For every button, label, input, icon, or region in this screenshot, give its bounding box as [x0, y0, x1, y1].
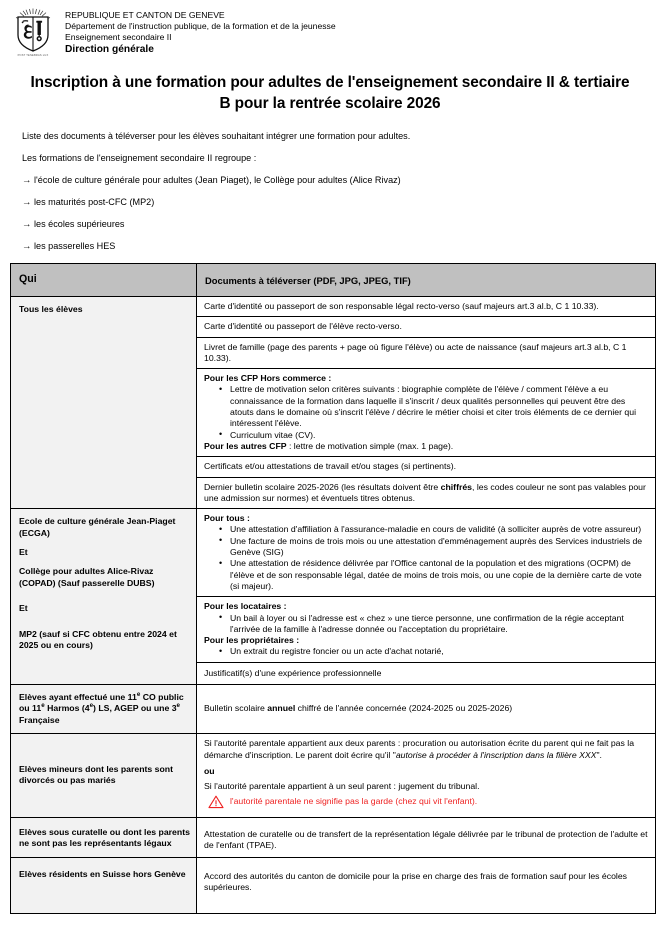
- document-item-autorite-parentale: [197, 734, 656, 817]
- row-label-part: CO public ou 11: [19, 692, 184, 714]
- warning-text: l'autorité parentale ne signifie pas la garde (chez qui vit l'enfant).: [230, 796, 478, 807]
- page-title: Inscription à une formation pour adultes de l'enseignement secondaire II & tertiaire B pour la rentrée scolaire 2026: [30, 74, 630, 112]
- pour-tous-label: Pour tous :: [204, 513, 250, 524]
- bulletin-annuel-bold: annuel: [267, 703, 296, 714]
- intro-section: [22, 131, 660, 252]
- document-item: Certificats et/ou attestations de travail et/ou stages (si pertinents).: [197, 457, 656, 477]
- table-row: [11, 297, 656, 317]
- document-item: Livret de famille (page des parents + page où figure l'élève) ou acte de naissance (sauf majeurs art.3 al.b, C 1 10.33).: [197, 337, 656, 369]
- autorite-text-pre: Si l'autorité parentale appartient aux deux parents : procuration ou autorisation écrite du parent qui ne fait pas la démarche d'inscription. Le parent doit écrire qu'il ": [204, 738, 635, 760]
- row-label-line: Ecole de culture générale Jean-Piaget (ECGA): [19, 516, 176, 538]
- list-item: • Une attestation d'affiliation à l'assurance-maladie en cours de validité (à solliciter auprès de votre assureur): [230, 524, 648, 535]
- intro-list-item-label: les écoles supérieures: [34, 219, 125, 229]
- locataires-label: Pour les locataires :: [204, 601, 287, 612]
- cfp-hors-commerce-label: Pour les CFP Hors commerce :: [204, 373, 332, 384]
- intro-paragraph-1: Liste des documents à téléverser pour les élèves souhaitant intégrer une formation pour adultes.: [22, 131, 411, 141]
- pour-tous-bullet-list: [204, 524, 648, 592]
- intro-list-item: [22, 219, 660, 230]
- letterhead-line-education: Enseignement secondaire II: [65, 31, 172, 42]
- autorite-seul-parent-text: Si l'autorité parentale appartient à un seul parent : jugement du tribunal.: [204, 781, 480, 792]
- row-label-eleves-suisse-hors-geneve: Elèves résidents en Suisse hors Genève: [11, 857, 197, 914]
- autorite-text-italic: autorise à procéder à l'inscription dans la filière XXX: [395, 749, 597, 760]
- row-label-part: Française: [19, 714, 60, 725]
- row-label-part: Harmos (4: [44, 703, 90, 714]
- bulletin-annuel-post: chiffré de l'année concernée (2024-2025 ou 2025-2026): [295, 703, 513, 714]
- superscript-e: e: [41, 702, 45, 710]
- bulletin-text-post: , les codes couleur ne sont pas valables pour une admission sur normes) et éventuels titres obtenus.: [204, 481, 646, 503]
- row-label-line: Et: [19, 546, 28, 557]
- document-item: Accord des autorités du canton de domicile pour la prise en charge des frais de formation sauf pour les écoles supérieures.: [197, 857, 656, 914]
- table-row: [11, 734, 656, 817]
- intro-list-item: [22, 197, 660, 208]
- letterhead: [0, 0, 660, 57]
- row-label-eleves-curatelle: Elèves sous curatelle ou dont les parents ne sont pas les représentants légaux: [11, 817, 197, 857]
- bulletin-annuel-pre: Bulletin scolaire: [204, 703, 268, 714]
- document-item-pour-tous: [197, 509, 656, 597]
- list-item: • Un bail à loyer ou si l'adresse est « chez » une tierce personne, une confirmation de la régie acceptant l'arrivée de la famille à l'adresse donnée ou l'acceptation du propriétaire.: [230, 613, 648, 636]
- document-item-bulletin-annuel: [197, 685, 656, 734]
- superscript-e: e: [89, 702, 94, 710]
- superscript-e: e: [176, 702, 180, 710]
- document-item: Justificatif(s) d'une expérience professionnelle: [197, 662, 656, 684]
- table-row: [11, 685, 656, 734]
- document-item-locataires-proprietaires: [197, 597, 656, 662]
- list-item: • Une attestation de résidence délivrée par l'Office cantonal de la population et des migrations (OCPM) de l'élève et de son responsable légal, datée de moins de trois mois, ou une copie de la dernière carte de vote (si majeur).: [230, 558, 648, 592]
- row-label-part: ) LS, AGEP ou une 3: [93, 703, 177, 714]
- list-item: • Un extrait du registre foncier ou un acte d'achat notarié,: [230, 646, 648, 657]
- arrow-right-icon: →: [22, 241, 32, 252]
- bulletin-text-pre: Dernier bulletin scolaire 2025-2026 (les résultats doivent être: [204, 481, 441, 492]
- documents-table: [10, 263, 656, 914]
- row-label-ecga-copad-mp2: [11, 509, 197, 685]
- intro-list-item-label: les passerelles HES: [34, 241, 116, 251]
- intro-list-item: [22, 175, 660, 186]
- row-label-eleves-mineurs-parents-divorces: Elèves mineurs dont les parents sont divorcés ou pas mariés: [11, 734, 197, 817]
- column-header-documents: Documents à téléverser (PDF, JPG, JPEG, TIF): [197, 264, 656, 297]
- letterhead-line-direction: Direction générale: [65, 44, 154, 56]
- document-item: Attestation de curatelle ou de transfert de la représentation légale délivrée par le tribunal de protection de l'adulte et de l'enfant (TPAE).: [197, 817, 656, 857]
- autorite-text-post: ".: [596, 749, 602, 760]
- warning-note: [204, 795, 648, 812]
- autres-cfp-line: [204, 441, 648, 452]
- row-label-part: Elèves ayant effectué une 11: [19, 692, 137, 703]
- letterhead-line-republic: REPUBLIQUE ET CANTON DE GENEVE: [65, 10, 225, 20]
- crest-motto: POST TENEBRAS LUX: [17, 54, 49, 57]
- table-row: [11, 817, 656, 857]
- cfp-bullet-list: [204, 384, 648, 440]
- autorite-deux-parents-text: [204, 738, 648, 761]
- row-label-line: MP2 (sauf si CFC obtenu entre 2024 et 2025 ou en cours): [19, 628, 177, 650]
- row-label-eleves-11e-co: [11, 685, 197, 734]
- column-header-qui: Qui: [11, 264, 197, 297]
- letterhead-text: [65, 8, 336, 56]
- arrow-right-icon: →: [22, 219, 32, 230]
- row-label-line: Et: [19, 603, 28, 614]
- intro-list-item-label: les maturités post-CFC (MP2): [34, 197, 155, 207]
- document-item-bulletin: [197, 477, 656, 509]
- row-label-line: Collège pour adultes Alice-Rivaz (COPAD) (Sauf passerelle DUBS): [19, 566, 155, 588]
- bulletin-text-bold: chiffrés: [440, 481, 473, 492]
- superscript-e: e: [136, 691, 141, 699]
- proprietaires-label: Pour les propriétaires :: [204, 635, 300, 646]
- warning-triangle-icon: [208, 795, 224, 812]
- table-header-row: [11, 264, 656, 297]
- letterhead-line-department: Département de l'instruction publique, de la formation et de la jeunesse: [65, 20, 336, 31]
- locataires-bullet-list: [204, 613, 648, 636]
- ou-separator-label: ou: [204, 765, 215, 776]
- intro-list-item: [22, 241, 660, 252]
- geneva-coat-of-arms-icon: [10, 8, 56, 56]
- intro-paragraph-2: Les formations de l'enseignement secondaire II regroupe :: [22, 153, 257, 163]
- autres-cfp-label: Pour les autres CFP: [204, 440, 287, 451]
- list-item: • Une facture de moins de trois mois ou une attestation d'emménagement auprès des Services industriels de Genève (SIG): [230, 536, 648, 559]
- table-row: [11, 857, 656, 914]
- list-item: • Curriculum vitae (CV).: [230, 430, 648, 441]
- table-row: [11, 509, 656, 597]
- proprietaires-bullet-list: [204, 646, 648, 657]
- arrow-right-icon: →: [22, 175, 32, 186]
- autres-cfp-text: : lettre de motivation simple (max. 1 page).: [286, 440, 454, 451]
- arrow-right-icon: →: [22, 197, 32, 208]
- intro-list-item-label: l'école de culture générale pour adultes (Jean Piaget), le Collège pour adultes (Alice Rivaz): [34, 175, 401, 185]
- document-item: Carte d'identité ou passeport de l'élève recto-verso.: [197, 317, 656, 337]
- document-item: Carte d'identité ou passeport de son responsable légal recto-verso (sauf majeurs art.3 al.b, C 1 10.33).: [197, 297, 656, 317]
- document-item-cfp: [197, 369, 656, 457]
- list-item: • Lettre de motivation selon critères suivants : biographie complète de l'élève / comment l'élève a eu connaissance de la formation dans laquelle il s'inscrit / deux qualités personnelles qui peuvent être des atouts dans le domaine où s'inscrit l'élève / décrire le métier choisi et citer trois éléments de ce dernier qui intéressent l'élève.: [230, 384, 648, 429]
- row-label-tous-les-eleves: Tous les élèves: [11, 297, 197, 509]
